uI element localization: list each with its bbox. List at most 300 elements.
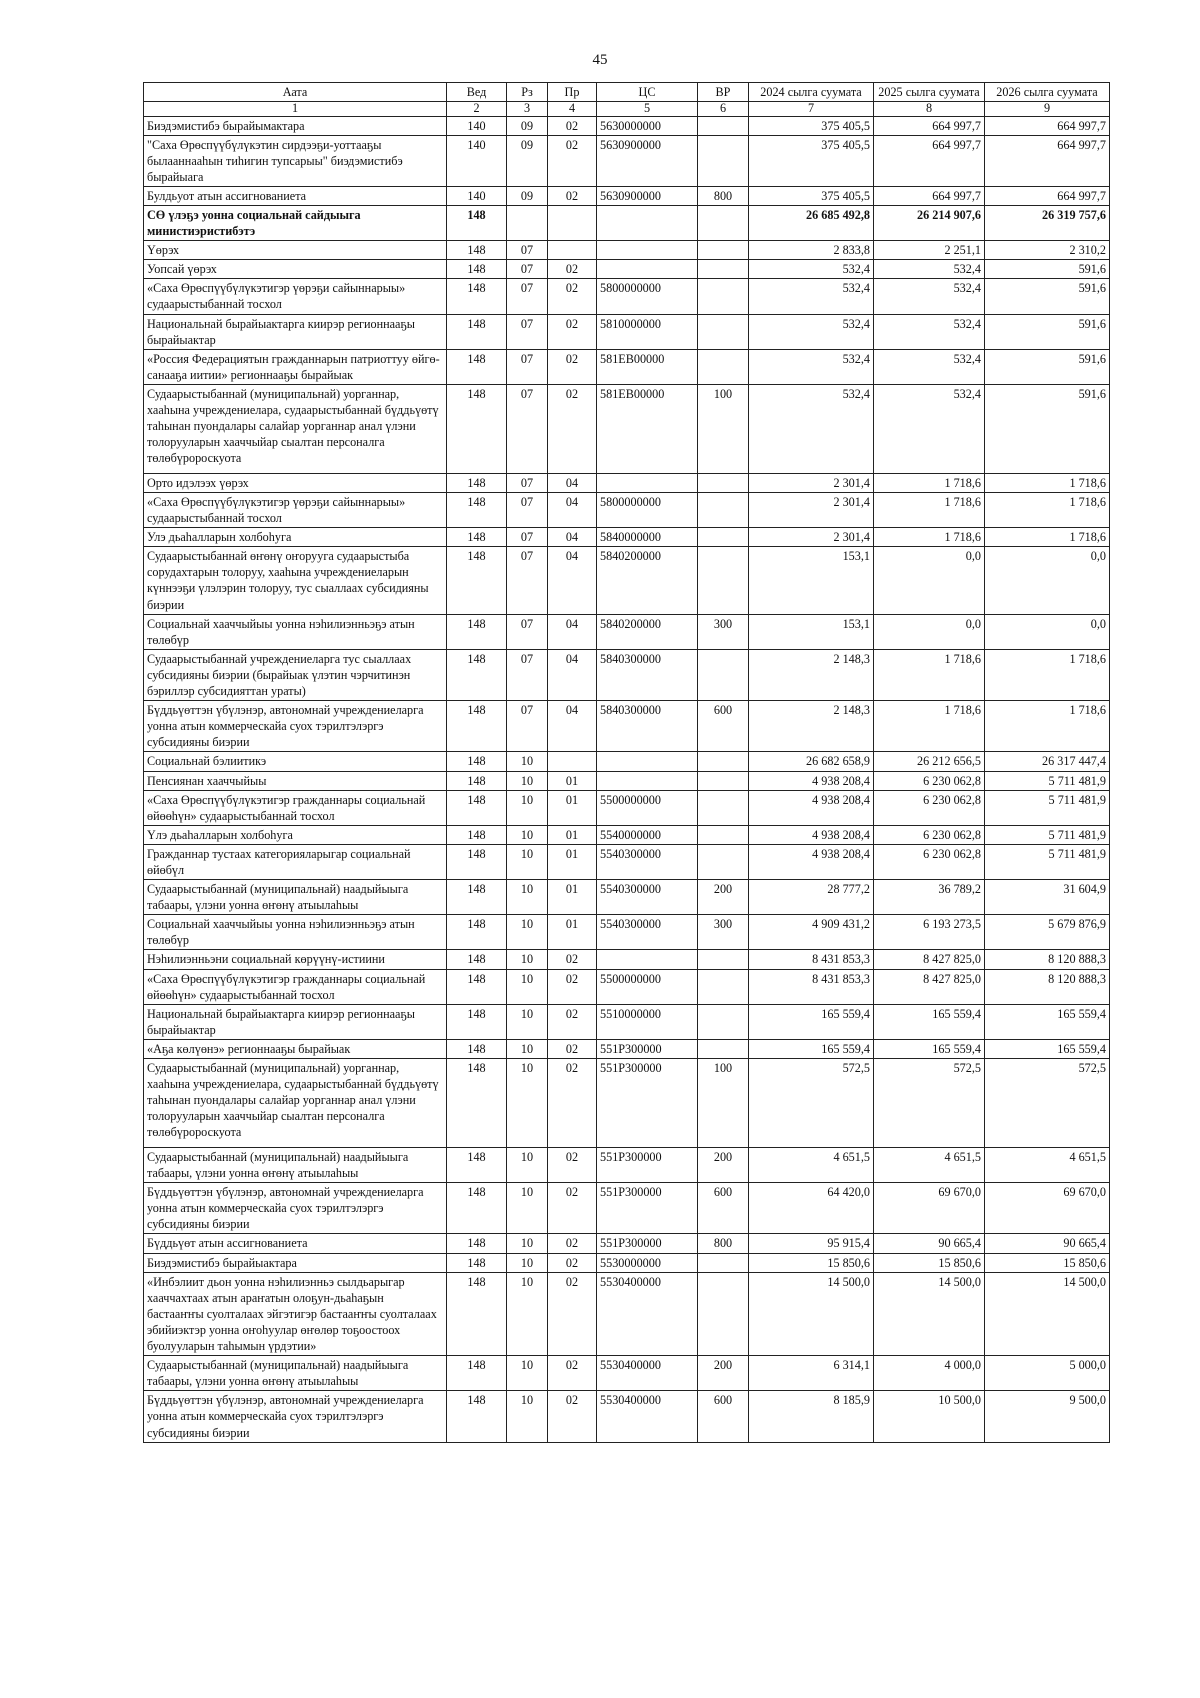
cell-pr: 02 [548,1391,597,1442]
cell-pr: 02 [548,135,597,186]
cell-pr: 02 [548,186,597,205]
cell-pr: 01 [548,915,597,950]
cell-amount-2025: 2 251,1 [874,241,985,260]
cell-amount-2025: 4 000,0 [874,1356,985,1391]
cell-pr [548,205,597,240]
cell-amount-2024: 532,4 [749,314,874,349]
cell-ved: 148 [447,950,507,969]
cell-amount-2026: 591,6 [985,260,1110,279]
table-row [144,1391,1110,1442]
table-row [144,1272,1110,1355]
table-row [144,752,1110,771]
table-row [144,1039,1110,1058]
cell-vr [698,314,749,349]
cell-pr: 02 [548,1004,597,1039]
cell-name: Бүддьүөт атын ассигнованиета [144,1234,447,1253]
cell-rz: 07 [507,547,548,614]
cell-name: Биэдэмистибэ бырайымактара [144,116,447,135]
cell-ved: 148 [447,825,507,844]
cell-cs: 551Р300000 [597,1059,698,1148]
cell-pr: 04 [548,547,597,614]
cell-amount-2026: 5 711 481,9 [985,825,1110,844]
cell-cs: 5800000000 [597,493,698,528]
cell-amount-2026: 26 319 757,6 [985,205,1110,240]
table-row [144,1234,1110,1253]
cell-name: Орто идэлээх үөрэх [144,473,447,492]
cell-name: Гражданнар тустаах категорияларыгар социальнай өйөбүл [144,844,447,879]
header-2025: 2025 сылга суумата [874,83,985,102]
table-row [144,614,1110,649]
header-2024: 2024 сылга суумата [749,83,874,102]
cell-name: Улэ дьаһалларын холбоһуга [144,528,447,547]
cell-amount-2025: 15 850,6 [874,1253,985,1272]
cell-pr: 02 [548,969,597,1004]
cell-amount-2024: 14 500,0 [749,1272,874,1355]
cell-name: Биэдэмистибэ бырайыактара [144,1253,447,1272]
cell-amount-2025: 26 214 907,6 [874,205,985,240]
cell-rz: 10 [507,880,548,915]
cell-cs: 5530400000 [597,1391,698,1442]
cell-rz: 07 [507,241,548,260]
cell-cs: 5840200000 [597,614,698,649]
cell-amount-2026: 1 718,6 [985,649,1110,700]
cell-vr [698,1004,749,1039]
cell-cs [597,473,698,492]
header-2026: 2026 сылга суумата [985,83,1110,102]
cell-name: Үлэ дьаһалларын холбоһуга [144,825,447,844]
cell-cs: 551Р300000 [597,1148,698,1183]
table-row [144,1356,1110,1391]
cell-vr [698,528,749,547]
cell-rz: 10 [507,1004,548,1039]
cell-amount-2024: 532,4 [749,279,874,314]
cell-name: Бүддьүөттэн үбүлэнэр, автономнай учреждениеларга уонна атын коммерческайа суох тэрилтэлэргэ субсидияны биэрии [144,1391,447,1442]
cell-name: "Саха Өрөспүүбүлүкэтин сирдээҕи-уоттааҕы былааннааһын тиһигин тупсарыы" биэдэмистибэ бырайыага [144,135,447,186]
cell-pr: 02 [548,116,597,135]
cell-amount-2025: 8 427 825,0 [874,969,985,1004]
cell-amount-2026: 8 120 888,3 [985,969,1110,1004]
cell-ved: 148 [447,349,507,384]
cell-cs [597,205,698,240]
cell-amount-2025: 532,4 [874,384,985,473]
table-row [144,473,1110,492]
cell-ved: 148 [447,493,507,528]
cell-rz: 10 [507,915,548,950]
cell-amount-2025: 1 718,6 [874,528,985,547]
cell-ved: 148 [447,314,507,349]
cell-pr [548,241,597,260]
column-number: 4 [548,102,597,116]
cell-vr [698,349,749,384]
cell-rz: 10 [507,1356,548,1391]
cell-name: Судаарыстыбаннай (муниципальнай) уорганнар, хааһына учреждениелара, судаарыстыбаннай бүддьүөтү таһынан пуондалары салайар уорганнар анал үлэни толорууларын хааччыйар сыалтан персоналга төлөбүророскуота [144,1059,447,1148]
cell-name: Судаарыстыбаннай (муниципальнай) наадыйыыга табаары, үлэни уонна өҥөнү атыылаһыы [144,880,447,915]
table-row [144,701,1110,752]
cell-amount-2024: 2 301,4 [749,528,874,547]
cell-rz: 10 [507,1234,548,1253]
table-row [144,349,1110,384]
cell-amount-2025: 36 789,2 [874,880,985,915]
cell-pr: 02 [548,1253,597,1272]
cell-amount-2024: 8 185,9 [749,1391,874,1442]
cell-cs: 581ЕВ00000 [597,349,698,384]
cell-amount-2026: 5 711 481,9 [985,771,1110,790]
cell-amount-2026: 165 559,4 [985,1004,1110,1039]
cell-amount-2026: 1 718,6 [985,701,1110,752]
column-number: 6 [698,102,749,116]
cell-rz: 10 [507,1391,548,1442]
column-number: 9 [985,102,1110,116]
cell-amount-2025: 6 230 062,8 [874,790,985,825]
cell-ved: 148 [447,1253,507,1272]
cell-vr: 300 [698,915,749,950]
cell-vr: 800 [698,186,749,205]
cell-amount-2026: 664 997,7 [985,116,1110,135]
cell-amount-2024: 532,4 [749,349,874,384]
cell-amount-2024: 2 148,3 [749,701,874,752]
cell-rz: 07 [507,473,548,492]
cell-name: Уопсай үөрэх [144,260,447,279]
cell-amount-2024: 2 148,3 [749,649,874,700]
cell-ved: 140 [447,135,507,186]
cell-rz: 10 [507,1253,548,1272]
cell-name: Судаарыстыбаннай (муниципальнай) наадыйыыга табаары, үлэни уонна өҥөнү атыылаһыы [144,1356,447,1391]
cell-ved: 148 [447,384,507,473]
cell-rz: 10 [507,1148,548,1183]
cell-amount-2024: 532,4 [749,384,874,473]
cell-amount-2024: 15 850,6 [749,1253,874,1272]
cell-amount-2025: 6 193 273,5 [874,915,985,950]
cell-vr: 600 [698,1391,749,1442]
cell-name: «Саха Өрөспүүбүлүкэтигэр гражданнары социальнай өйөөһүн» судаарыстыбаннай тосхол [144,790,447,825]
cell-cs: 5500000000 [597,790,698,825]
table-row [144,1004,1110,1039]
table-row [144,844,1110,879]
cell-amount-2024: 4 938 208,4 [749,771,874,790]
cell-cs [597,752,698,771]
cell-pr: 01 [548,844,597,879]
cell-name: Социальнай хааччыйыы уонна нэһилиэнньэҕэ атын төлөбүр [144,614,447,649]
cell-cs: 5530400000 [597,1272,698,1355]
cell-rz: 10 [507,950,548,969]
table-row [144,384,1110,473]
table-row [144,135,1110,186]
cell-vr: 200 [698,880,749,915]
cell-amount-2025: 69 670,0 [874,1183,985,1234]
cell-amount-2025: 664 997,7 [874,186,985,205]
table-row [144,880,1110,915]
cell-amount-2024: 4 938 208,4 [749,844,874,879]
cell-amount-2024: 8 431 853,3 [749,950,874,969]
cell-name: Үөрэх [144,241,447,260]
cell-rz: 09 [507,135,548,186]
cell-name: Судаарыстыбаннай (муниципальнай) уорганнар, хааһына учреждениелара, судаарыстыбаннай бүддьүөтү таһынан пуондалары салайар уорганнар анал үлэни толорууларын хааччыйар сыалтан персоналга төлөбүророскуота [144,384,447,473]
cell-amount-2026: 165 559,4 [985,1039,1110,1058]
cell-amount-2026: 591,6 [985,349,1110,384]
table-row [144,493,1110,528]
cell-amount-2024: 2 301,4 [749,473,874,492]
cell-amount-2026: 9 500,0 [985,1391,1110,1442]
cell-pr: 02 [548,384,597,473]
cell-amount-2025: 165 559,4 [874,1004,985,1039]
cell-amount-2026: 15 850,6 [985,1253,1110,1272]
cell-name: Судаарыстыбаннай өҥөнү оҥорууга судаарыстыба сорудахтарын толоруу, хааһына учреждениеларын күннээҕи үлэлэрин толоруу, тус сыаллаах субсидияны биэрии [144,547,447,614]
cell-rz: 07 [507,260,548,279]
cell-pr: 02 [548,950,597,969]
table-row [144,969,1110,1004]
header-vr: ВР [698,83,749,102]
cell-amount-2026: 31 604,9 [985,880,1110,915]
cell-pr: 02 [548,314,597,349]
table-row [144,915,1110,950]
cell-amount-2026: 1 718,6 [985,528,1110,547]
cell-ved: 148 [447,880,507,915]
cell-vr [698,825,749,844]
cell-amount-2026: 14 500,0 [985,1272,1110,1355]
cell-rz: 10 [507,1039,548,1058]
cell-ved: 148 [447,614,507,649]
cell-amount-2025: 1 718,6 [874,493,985,528]
cell-pr: 02 [548,1234,597,1253]
cell-pr: 02 [548,1059,597,1148]
cell-amount-2026: 26 317 447,4 [985,752,1110,771]
cell-amount-2026: 4 651,5 [985,1148,1110,1183]
cell-pr: 04 [548,493,597,528]
table-header [144,83,1110,117]
table-row [144,950,1110,969]
cell-pr: 04 [548,473,597,492]
cell-cs [597,260,698,279]
cell-rz: 07 [507,649,548,700]
cell-vr: 800 [698,1234,749,1253]
cell-pr: 01 [548,880,597,915]
cell-name: Национальнай бырайыактарга киирэр регионнааҕы бырайыактар [144,314,447,349]
cell-amount-2026: 5 711 481,9 [985,844,1110,879]
table-row [144,279,1110,314]
cell-amount-2026: 5 679 876,9 [985,915,1110,950]
cell-amount-2025: 664 997,7 [874,135,985,186]
cell-pr: 04 [548,614,597,649]
cell-rz: 07 [507,349,548,384]
cell-ved: 148 [447,752,507,771]
cell-cs: 5630900000 [597,186,698,205]
cell-name: Булдьуот атын ассигнованиета [144,186,447,205]
cell-vr [698,135,749,186]
table-row [144,771,1110,790]
cell-rz: 09 [507,186,548,205]
cell-amount-2024: 153,1 [749,547,874,614]
cell-amount-2025: 6 230 062,8 [874,825,985,844]
header-name: Аата [144,83,447,102]
cell-vr [698,241,749,260]
cell-cs: 5530000000 [597,1253,698,1272]
cell-rz: 07 [507,279,548,314]
cell-cs: 5840300000 [597,701,698,752]
cell-vr [698,279,749,314]
column-number: 1 [144,102,447,116]
cell-ved: 148 [447,771,507,790]
cell-cs: 5630000000 [597,116,698,135]
table-row [144,116,1110,135]
cell-amount-2026: 2 310,2 [985,241,1110,260]
cell-amount-2025: 0,0 [874,614,985,649]
cell-ved: 148 [447,701,507,752]
cell-name: Пенсиянан хааччыйыы [144,771,447,790]
cell-ved: 148 [447,1059,507,1148]
table-row [144,186,1110,205]
cell-rz: 07 [507,614,548,649]
cell-amount-2024: 4 909 431,2 [749,915,874,950]
cell-vr [698,969,749,1004]
cell-amount-2025: 165 559,4 [874,1039,985,1058]
cell-name: Национальнай бырайыактарга киирэр регионнааҕы бырайыактар [144,1004,447,1039]
cell-vr [698,1253,749,1272]
cell-pr: 02 [548,279,597,314]
cell-name: Бүддьүөттэн үбүлэнэр, автономнай учреждениеларга уонна атын коммерческайа суох тэрилтэлэргэ субсидияны биэрии [144,1183,447,1234]
cell-vr [698,473,749,492]
cell-rz: 07 [507,314,548,349]
header-cs: ЦС [597,83,698,102]
cell-amount-2024: 4 938 208,4 [749,825,874,844]
cell-rz: 10 [507,771,548,790]
cell-ved: 148 [447,915,507,950]
cell-amount-2026: 591,6 [985,279,1110,314]
cell-rz: 07 [507,493,548,528]
cell-pr: 04 [548,701,597,752]
cell-amount-2024: 532,4 [749,260,874,279]
cell-pr: 01 [548,825,597,844]
table-row [144,205,1110,240]
cell-cs: 5800000000 [597,279,698,314]
cell-cs [597,241,698,260]
cell-ved: 148 [447,844,507,879]
cell-name: «Россия Федерациятын гражданнарын патриоттуу өйгө-санааҕа иитии» регионнааҕы бырайыак [144,349,447,384]
cell-amount-2025: 572,5 [874,1059,985,1148]
cell-rz: 10 [507,825,548,844]
cell-vr: 300 [698,614,749,649]
cell-cs: 5810000000 [597,314,698,349]
cell-vr: 600 [698,1183,749,1234]
cell-cs: 5540300000 [597,915,698,950]
cell-amount-2026: 0,0 [985,547,1110,614]
cell-vr [698,649,749,700]
cell-amount-2024: 64 420,0 [749,1183,874,1234]
cell-pr: 02 [548,349,597,384]
column-number: 2 [447,102,507,116]
cell-pr: 02 [548,260,597,279]
cell-cs: 5540000000 [597,825,698,844]
cell-amount-2024: 4 938 208,4 [749,790,874,825]
table-row [144,241,1110,260]
cell-cs: 5510000000 [597,1004,698,1039]
cell-name: СӨ үлэҕэ уонна социальнай сайдыыга министиэристибэтэ [144,205,447,240]
cell-amount-2026: 572,5 [985,1059,1110,1148]
cell-amount-2025: 4 651,5 [874,1148,985,1183]
cell-amount-2026: 90 665,4 [985,1234,1110,1253]
cell-cs [597,950,698,969]
cell-pr [548,752,597,771]
header-pr: Пр [548,83,597,102]
cell-name: «Саха Өрөспүүбүлүкэтигэр үөрэҕи сайыннарыы» судаарыстыбаннай тосхол [144,279,447,314]
cell-amount-2024: 165 559,4 [749,1039,874,1058]
cell-vr [698,752,749,771]
cell-vr [698,790,749,825]
cell-cs [597,771,698,790]
cell-ved: 148 [447,241,507,260]
cell-vr [698,1039,749,1058]
cell-rz: 07 [507,701,548,752]
cell-amount-2024: 95 915,4 [749,1234,874,1253]
cell-pr: 04 [548,528,597,547]
cell-ved: 148 [447,1183,507,1234]
cell-name: Социальнай бэлиитикэ [144,752,447,771]
cell-amount-2025: 8 427 825,0 [874,950,985,969]
cell-ved: 148 [447,1356,507,1391]
cell-vr [698,493,749,528]
cell-amount-2026: 1 718,6 [985,493,1110,528]
cell-name: «Саха Өрөспүүбүлүкэтигэр гражданнары социальнай өйөөһүн» судаарыстыбаннай тосхол [144,969,447,1004]
cell-cs: 5500000000 [597,969,698,1004]
cell-amount-2024: 26 682 658,9 [749,752,874,771]
cell-ved: 140 [447,116,507,135]
cell-name: «Саха Өрөспүүбүлүкэтигэр үөрэҕи сайыннарыы» судаарыстыбаннай тосхол [144,493,447,528]
cell-pr: 01 [548,790,597,825]
cell-cs: 5530400000 [597,1356,698,1391]
cell-name: Социальнай хааччыйыы уонна нэһилиэнньэҕэ атын төлөбүр [144,915,447,950]
table-row [144,1148,1110,1183]
cell-rz: 10 [507,969,548,1004]
cell-ved: 148 [447,969,507,1004]
cell-pr: 02 [548,1148,597,1183]
table-row [144,528,1110,547]
cell-amount-2024: 28 777,2 [749,880,874,915]
cell-cs: 551Р300000 [597,1039,698,1058]
cell-amount-2025: 532,4 [874,349,985,384]
cell-vr [698,547,749,614]
cell-amount-2026: 69 670,0 [985,1183,1110,1234]
cell-name: «Аҕа көлүөнэ» регионнааҕы бырайыак [144,1039,447,1058]
cell-amount-2024: 375 405,5 [749,186,874,205]
cell-vr: 200 [698,1148,749,1183]
cell-pr: 02 [548,1356,597,1391]
cell-cs: 551Р300000 [597,1234,698,1253]
cell-vr [698,116,749,135]
cell-rz: 07 [507,384,548,473]
cell-ved: 148 [447,260,507,279]
cell-cs: 5630900000 [597,135,698,186]
cell-amount-2024: 8 431 853,3 [749,969,874,1004]
cell-pr: 04 [548,649,597,700]
cell-cs: 551Р300000 [597,1183,698,1234]
cell-name: Судаарыстыбаннай учреждениеларга тус сыаллаах субсидияны биэрии (бырайыак үлэтин чэрчитинэн бэриллэр субсидияттан ураты) [144,649,447,700]
cell-amount-2025: 1 718,6 [874,649,985,700]
cell-amount-2025: 6 230 062,8 [874,771,985,790]
cell-ved: 148 [447,279,507,314]
cell-amount-2026: 664 997,7 [985,186,1110,205]
cell-rz [507,205,548,240]
cell-amount-2024: 165 559,4 [749,1004,874,1039]
cell-amount-2025: 0,0 [874,547,985,614]
cell-amount-2025: 90 665,4 [874,1234,985,1253]
cell-cs: 5840200000 [597,547,698,614]
cell-amount-2026: 5 711 481,9 [985,790,1110,825]
cell-ved: 148 [447,547,507,614]
cell-ved: 148 [447,1039,507,1058]
table-row [144,314,1110,349]
cell-amount-2025: 1 718,6 [874,473,985,492]
cell-amount-2025: 1 718,6 [874,701,985,752]
cell-amount-2025: 532,4 [874,260,985,279]
